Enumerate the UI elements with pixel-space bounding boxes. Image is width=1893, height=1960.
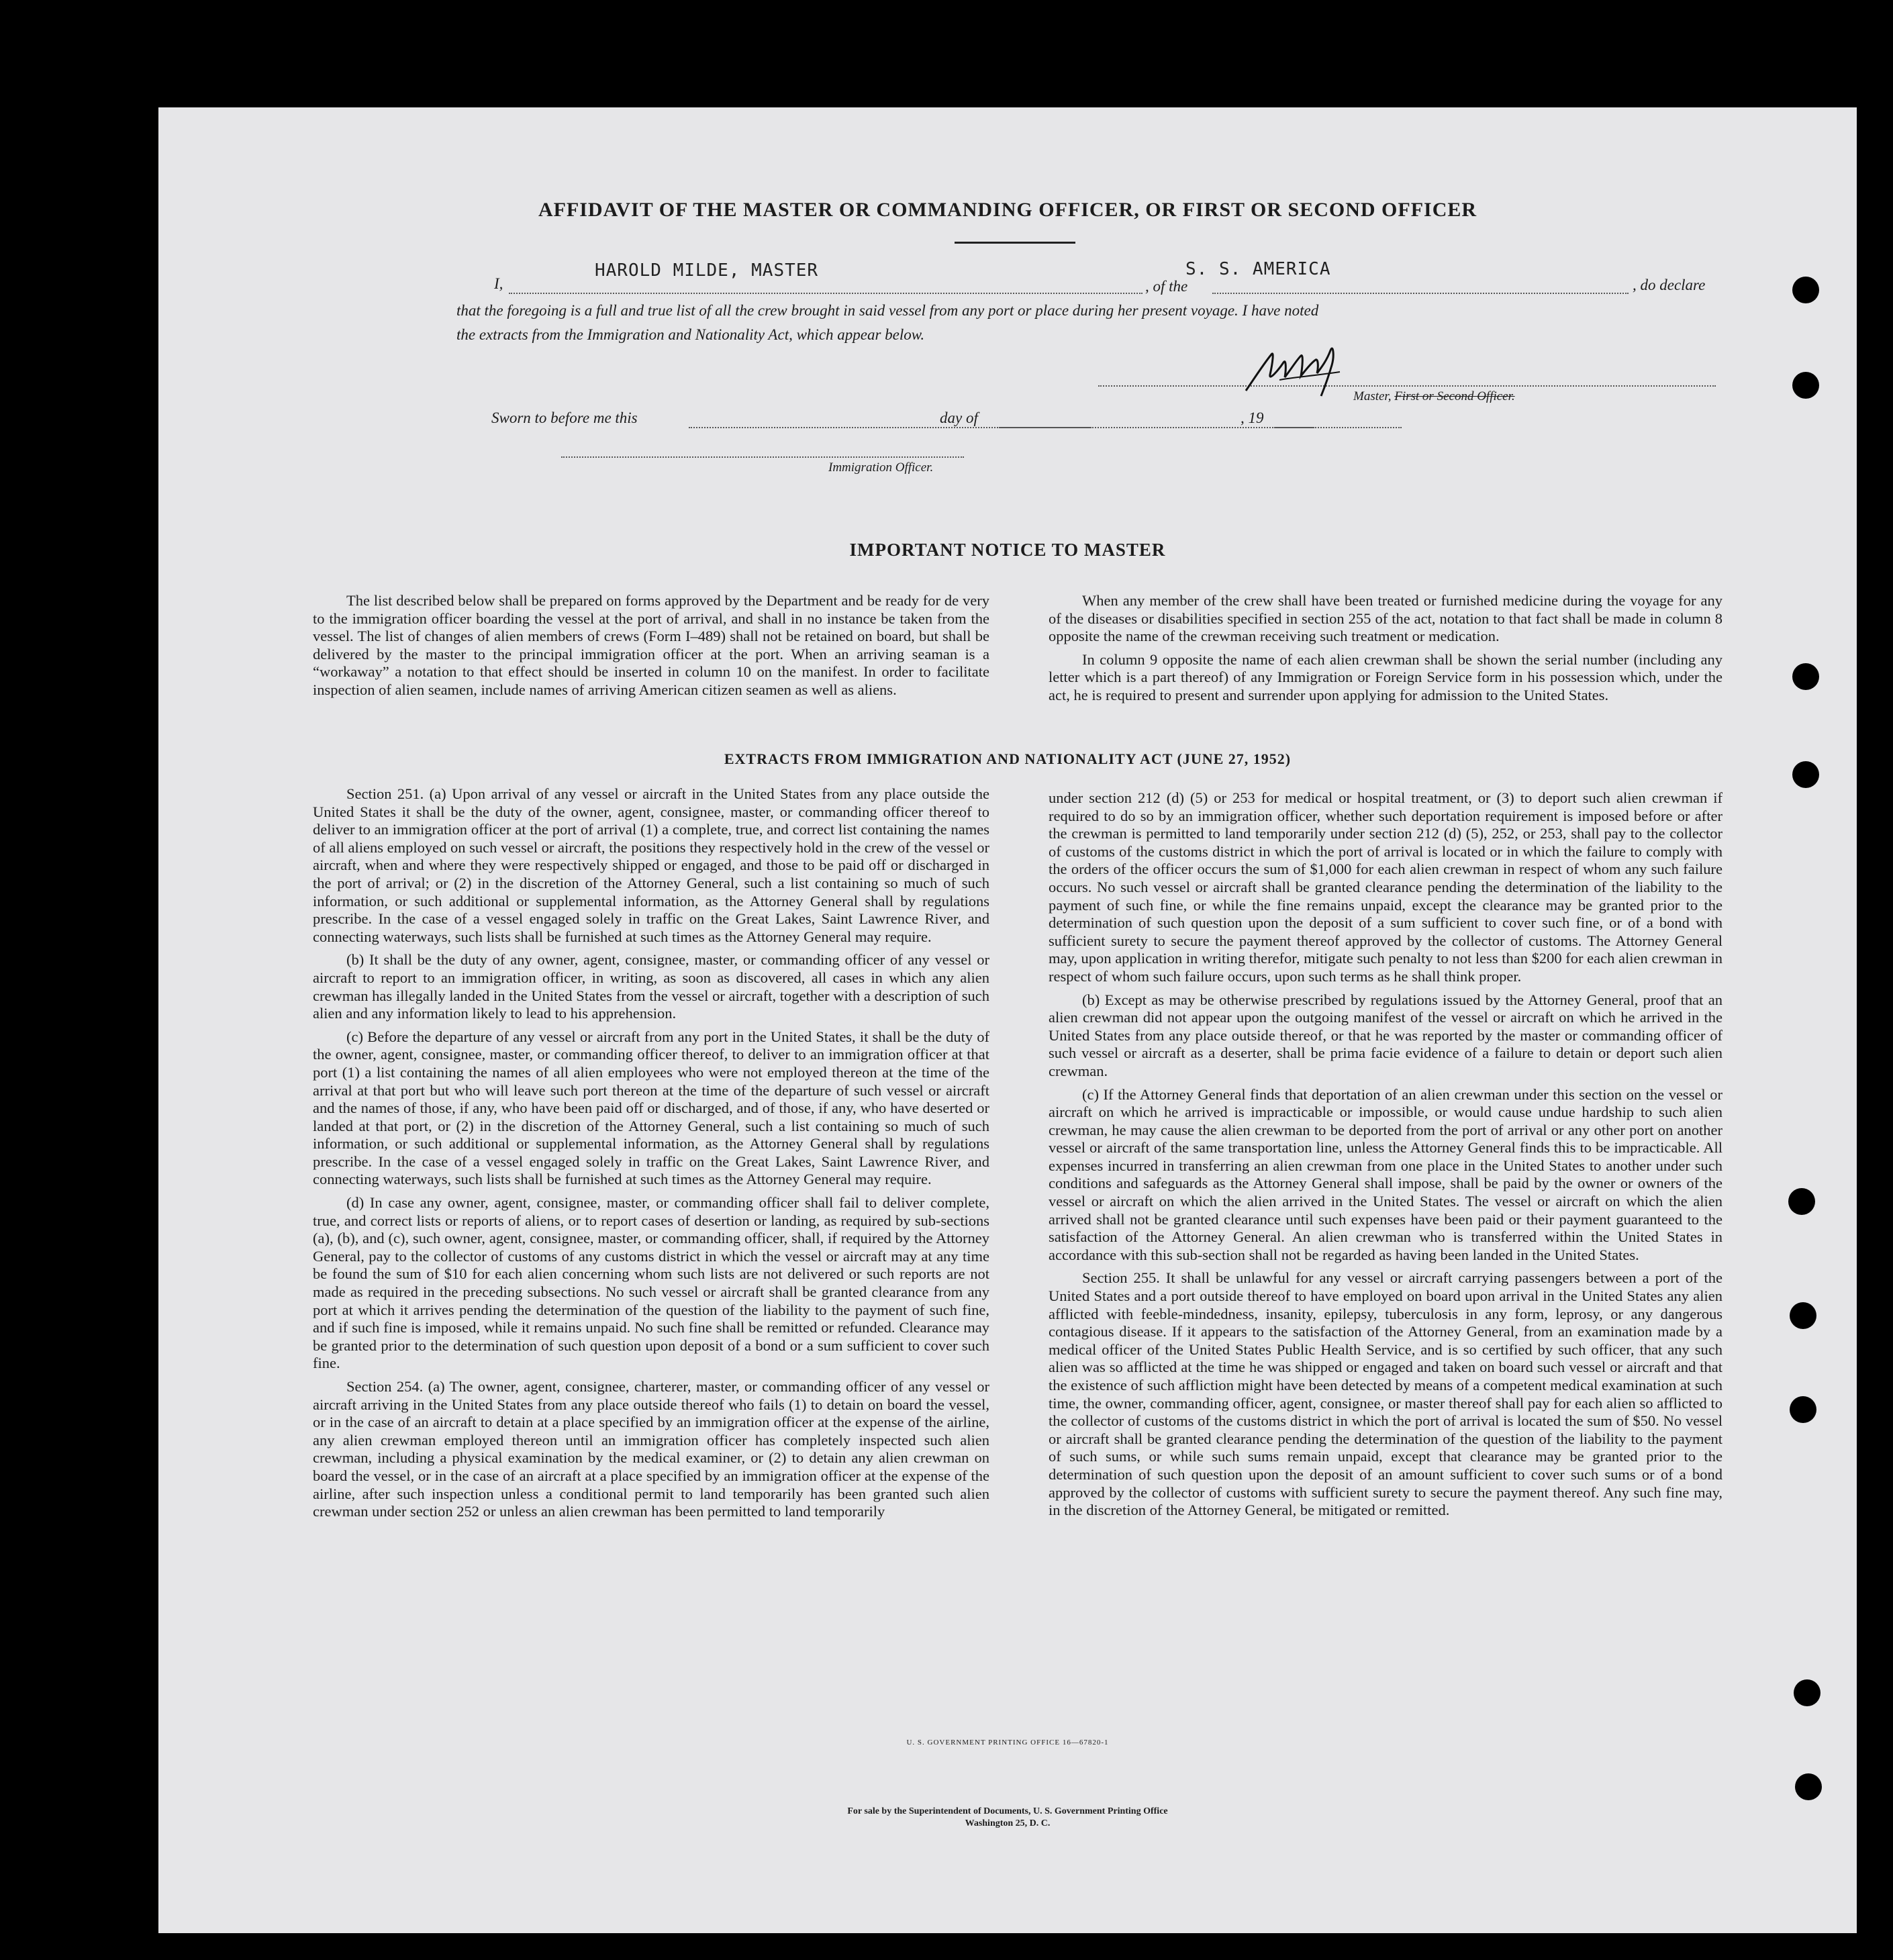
- punch-hole: [1792, 663, 1819, 690]
- signer-role-struck: First or Second Officer.: [1394, 389, 1515, 403]
- document-page: [158, 107, 1857, 1933]
- extracts-right-column: [1049, 789, 1722, 1525]
- year-prefix-label: , 19: [1241, 409, 1264, 426]
- name-line: [509, 293, 1143, 294]
- notice-left-column: [313, 592, 989, 705]
- punch-hole: [1795, 1773, 1822, 1800]
- signer-role-master: Master,: [1353, 389, 1392, 403]
- punch-hole: [1790, 1396, 1816, 1423]
- of-the-label: , of the: [1145, 278, 1188, 295]
- sale-notice-line-1: For sale by the Superintendent of Documents, U. S. Government Printing Office: [847, 1806, 1168, 1816]
- notice-right-paragraph-1: When any member of the crew shall have been treated or furnished medicine during the voyage for any of the diseases or disabilities specified in section 255 of the act, notation to that fact shall be made in column 8 opposite the name of the crewman receiving such treatment or medication.: [1049, 592, 1722, 645]
- sworn-month-line: [999, 427, 1402, 428]
- section-254-c: (c) If the Attorney General finds that deportation of an alien crewman under this section on the vessel or aircraft on which he arrived is impracticable or impossible, or would cause undue hardship to such alien crewman, he may cause the alien crewman to be deported from the port of arrival or any other port on another vessel or aircraft of the same transportation line, unless the Attorney General finds this to be impracticable. All expenses incurred in transferring an alien crewman from one place in the United States to another under such conditions and safeguards as the Attorney General shall impose, shall be paid by the owner or owners of the vessel or aircraft on which the alien arrived in the United States. The vessel or aircraft on which the alien arrived shall not be granted clearance until such expenses have been paid or their payment guaranteed to the satisfaction of the Attorney General. An alien crewman who is transferred within the United States in accordance with this sub-section shall not be regarded as having been landed in the United States.: [1049, 1085, 1722, 1263]
- sworn-year-line: [1274, 427, 1314, 428]
- notice-right-column: [1049, 592, 1722, 710]
- do-declare-label: , do declare: [1633, 277, 1706, 293]
- immigration-officer-line: [561, 456, 964, 458]
- sworn-label: Sworn to before me this: [491, 409, 638, 426]
- punch-hole: [1792, 761, 1819, 788]
- signature-mark: [1239, 336, 1360, 403]
- sale-notice: [158, 1806, 1857, 1830]
- extracts-title: EXTRACTS FROM IMMIGRATION AND NATIONALITY ACT (JUNE 27, 1952): [724, 750, 1292, 767]
- notice-left-paragraph: The list described below shall be prepared on forms approved by the Department and be ready for de very to the immigration officer boarding the vessel at the port of arrival, and shall in no instance be taken from the vessel. The list of changes of alien members of crews (Form I–489) shall not be retained on board, but shall be delivered by the master to the principal immigration officer at the port. When an arriving seaman is a “workaway” a notation to that effect should be inserted in column 10 on the manifest. In order to facilitate inspection of alien seamen, include names of arriving American citizen seamen as well as aliens.: [313, 592, 989, 698]
- signer-role-label: [1353, 389, 1515, 404]
- immigration-officer-label: Immigration Officer.: [828, 460, 934, 475]
- section-254-a-continued: under section 212 (d) (5) or 253 for medical or hospital treatment, or (3) to deport such alien crewman if required to do so by an immigration officer, whether such deportation requirement is imposed before or after the crewman is permitted to land temporarily under section 212 (d) (5), 252, or 253, shall pay to the collector of customs of the customs district in which the port of arrival is located or in which the failure to comply with the orders of the officer occurs the sum of $1,000 for each alien crewman in respect of whom any such failure occurs. No such vessel or aircraft shall be granted clearance pending the determination of the liability to the payment of such fine, or while the fine remains unpaid, except the clearance may be granted prior to the determination of such question upon the deposit of a sum sufficient to cover such fine, or of a bond with sufficient surety to secure the payment thereof approved by the collector of customs. The Attorney General may, upon application in writing therefor, mitigate such penalty to not less than $200 for each alien crewman in respect of whom such failure occurs, upon such terms as he shall think proper.: [1049, 789, 1722, 985]
- punch-hole: [1792, 372, 1819, 399]
- section-251-a: Section 251. (a) Upon arrival of any vessel or aircraft in the United States from any place outside the United States it shall be the duty of the owner, agent, consignee, master, or commanding officer thereof to deliver to an immigration officer at the port of arrival (1) a complete, true, and correct list containing the names of all aliens employed on such vessel or aircraft, the positions they respectively hold in the crew of the vessel or aircraft, when and where they were respectively shipped or engaged, and those to be paid off or discharged in the port of arrival; or (2) in the discretion of the Attorney General, such a list containing so much of such information, or such additional or supplemental information, as the Attorney General shall by regulations prescribe. In the case of a vessel engaged solely in traffic on the Great Lakes, Saint Lawrence River, and connecting waterways, such lists shall be furnished at such times as the Attorney General may require.: [313, 785, 989, 945]
- affidavit-title: AFFIDAVIT OF THE MASTER OR COMMANDING OFFICER, OR FIRST OR SECOND OFFICER: [538, 199, 1477, 221]
- section-254-b: (b) Except as may be otherwise prescribed by regulations issued by the Attorney General, proof that an alien crewman did not appear upon the outgoing manifest of the vessel or aircraft on which he arrived in the United States from any place outside thereof, or that he was reported by the master or commanding officer of such vessel or aircraft as a deserter, shall be prima facie evidence of a failure to detain or deport such alien crewman.: [1049, 991, 1722, 1079]
- vessel-line: [1212, 293, 1629, 294]
- section-254-a: Section 254. (a) The owner, agent, consignee, charterer, master, or commanding officer of any vessel or aircraft arriving in the United States from any place outside thereof who fails (1) to detain on board the vessel, or in the case of an aircraft to detain at a place specified by an immigration officer at the expense of the airline, any alien crewman employed thereon until an immigration officer has completely inspected such alien crewman, including a physical examination by the medical examiner, or (2) to detain any alien crewman on board the vessel, or in the case of an aircraft at a place specified by an immigration officer at the expense of the airline, after such inspection unless a conditional permit to land temporarily has been granted such alien crewman under section 252 or unless an alien crewman has been permitted to land temporarily: [313, 1378, 989, 1520]
- declaration-line-1: that the foregoing is a full and true list of all the crew brought in said vessel from any port or place during her present voyage. I have noted: [456, 302, 1319, 319]
- section-251-c: (c) Before the departure of any vessel or aircraft from any port in the United States, it shall be the duty of the owner, agent, consignee, master, or commanding officer thereof, to deliver to an immigration officer at that port (1) a list containing the names of all alien employees who were not employed thereon at the time of the arrival at that port but who will leave such port thereon at the time of the departure of such vessel or aircraft and the names of those, if any, who have been paid off or discharged, and of those, if any, who have deserted or landed at that port, or (2) in the discretion of the Attorney General, such a list containing so much of such information, or such additional or supplemental information, as the Attorney General shall by regulations prescribe. In the case of a vessel engaged solely in traffic on the Great Lakes, Saint Lawrence River, and connecting waterways, such lists shall be furnished at such times as the Attorney General may require.: [313, 1028, 989, 1188]
- master-name-field: HAROLD MILDE, MASTER: [595, 260, 819, 281]
- section-255: Section 255. It shall be unlawful for any vessel or aircraft carrying passengers between a port of the United States and a port outside thereof to have employed on board upon arrival in the United States any alien afflicted with feeble-mindedness, insanity, epilepsy, tuberculosis in any form, leprosy, or any dangerous contagious disease. If it appears to the satisfaction of the Attorney General, from an examination made by a medical officer of the United States Public Health Service, and is so certified by such officer, that any such alien was so afflicted at the time he was shipped or engaged and taken on board such vessel or aircraft and that the existence of such affliction might have been detected by means of a competent medical examination at such time, the owner, commanding officer, agent, consignee, or master thereof shall pay for each alien so afflicted to the collector of customs of the customs district in which the port of arrival is located the sum of $50. No vessel or aircraft shall be granted clearance pending the determination of the question of the liability to the payment of such sums, or while such sums remain unpaid, except that clearance may be granted prior to the determination of such question upon the deposit of an amount sufficient to cover such sums or of a bond approved by the collector of customs with sufficient surety to secure the payment thereof. Any such fine may, in the discretion of the Attorney General, be mitigated or remitted.: [1049, 1269, 1722, 1519]
- notice-title: IMPORTANT NOTICE TO MASTER: [849, 540, 1166, 560]
- prefix-i: I,: [494, 275, 503, 292]
- section-251-d: (d) In case any owner, agent, consignee, master, or commanding officer shall fail to deliver complete, true, and correct lists or reports of aliens, or to report cases of desertion or landing, as required by sub-sections (a), (b), and (c), such owner, agent, consignee, master, or commanding officer, shall, if required by the Attorney General, pay to the collector of customs of any customs district in which the vessel or aircraft may at any time be found the sum of $10 for each alien concerning whom such lists are not delivered or such reports are not made as required in the preceding subsections. No such vessel or aircraft shall be granted clearance from any port at which it arrives pending the determination of the question of the liability to the payment of such fine, and if such fine is imposed, while it remains unpaid. No such fine shall be remitted or refunded. Clearance may be granted prior to the determination of such question upon deposit of a bond or a sum sufficient to cover such fine.: [313, 1194, 989, 1372]
- signature-line: [1098, 385, 1716, 387]
- section-251-b: (b) It shall be the duty of any owner, agent, consignee, master, or commanding officer of any vessel or aircraft to report to an immigration officer, in writing, as soon as discovered, all cases in which any alien crewman has illegally landed in the United States from the vessel or aircraft, together with a description of such alien and any information likely to lead to his apprehension.: [313, 951, 989, 1022]
- punch-hole: [1788, 1188, 1815, 1215]
- title-divider: [955, 242, 1075, 244]
- day-of-label: day of: [940, 409, 978, 426]
- sale-notice-line-2: Washington 25, D. C.: [965, 1818, 1051, 1828]
- printing-office-imprint: U. S. GOVERNMENT PRINTING OFFICE 16—67820-1: [906, 1738, 1109, 1747]
- punch-hole: [1792, 277, 1819, 303]
- punch-hole: [1790, 1302, 1816, 1329]
- declaration-line-2: the extracts from the Immigration and Nationality Act, which appear below.: [456, 326, 925, 343]
- punch-hole: [1794, 1679, 1821, 1706]
- notice-right-paragraph-2: In column 9 opposite the name of each alien crewman shall be shown the serial number (including any letter which is a part thereof) of any Immigration or Foreign Service form in his possession which, under the act, he is required to present and surrender upon applying for admission to the United States.: [1049, 650, 1722, 703]
- vessel-name-field: S. S. AMERICA: [1185, 259, 1331, 279]
- extracts-left-column: [313, 785, 989, 1526]
